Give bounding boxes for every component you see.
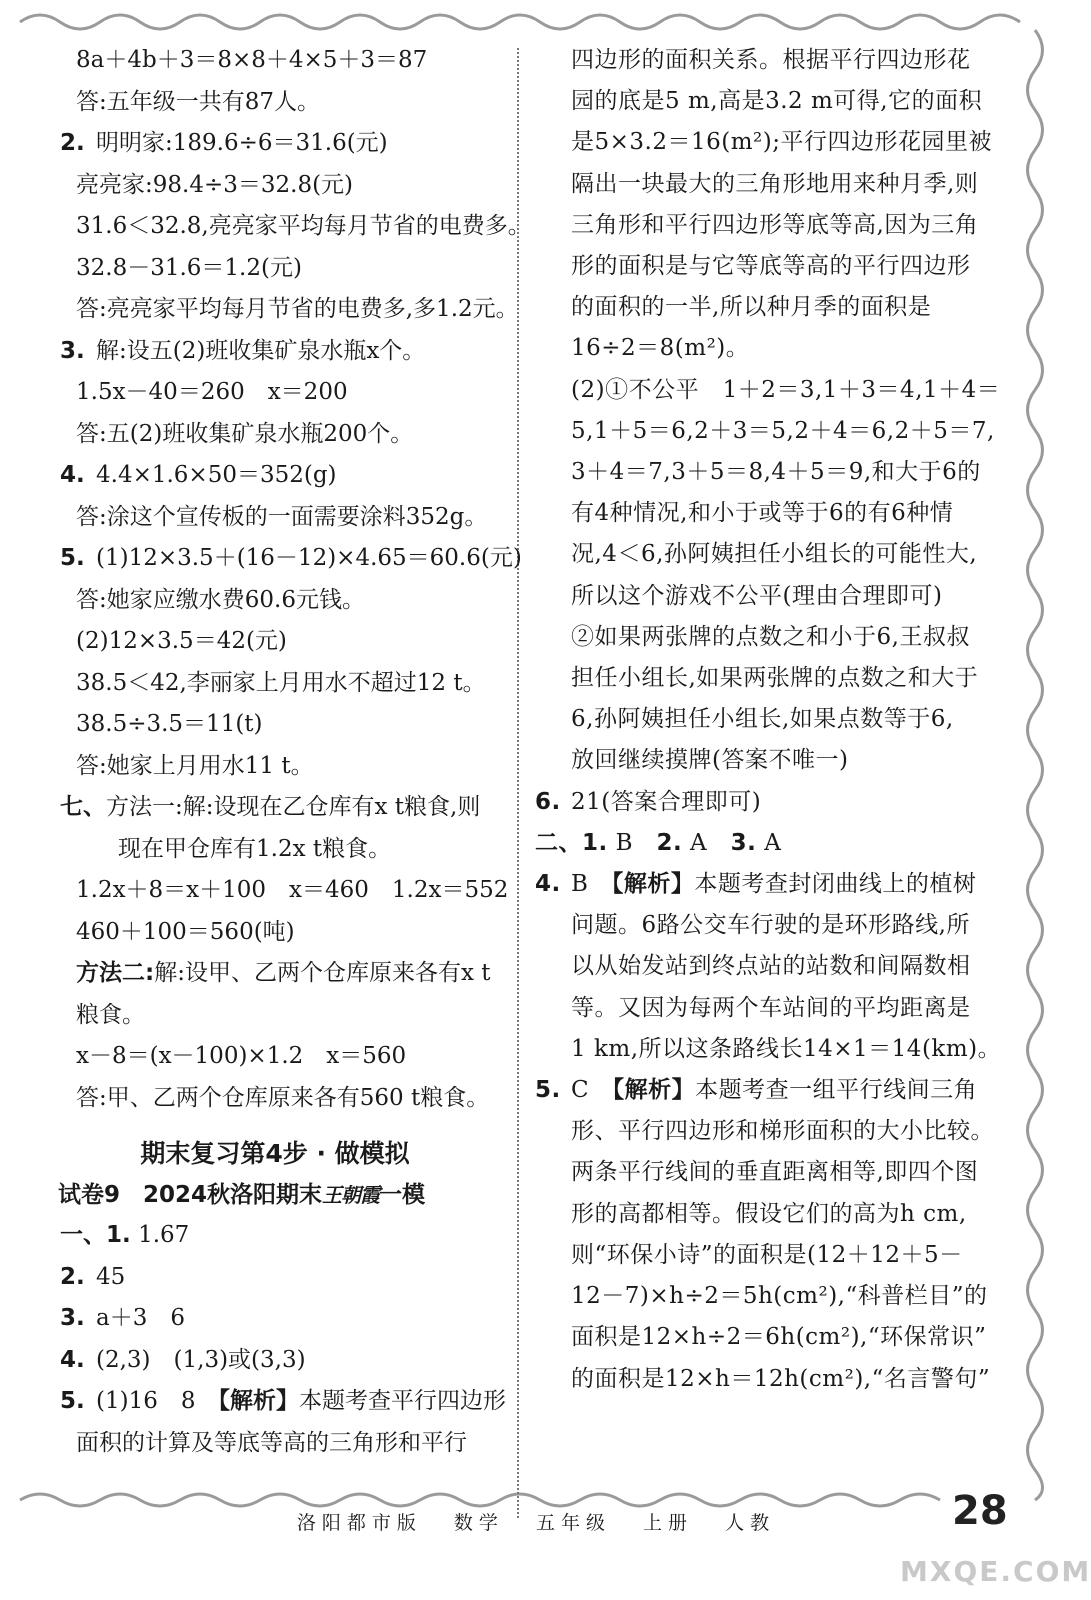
- answer-line: 是5×3.2＝16(m²);平行四边形花园里被: [571, 129, 992, 156]
- answer-line: (2)12×3.5＝42(元): [76, 628, 287, 654]
- answer-line: ②如果两张牌的点数之和小于6,王叔叔: [571, 623, 970, 650]
- answer-line: 所以这个游戏不公平(理由合理即可): [571, 582, 943, 609]
- answer-line: 5,1＋5＝6,2＋3＝5,2＋4＝6,2＋5＝7,: [571, 417, 995, 444]
- answer-line: 16÷2＝8(m²)。: [571, 335, 750, 362]
- answer-line: 四边形的面积关系。根据平行四边形花: [571, 47, 971, 73]
- answer-line: 31.6＜32.8,亮亮家平均每月节省的电费多。: [76, 213, 531, 239]
- part2-answers: 二、1. B 2. A 3. A: [535, 829, 782, 856]
- answer-line: 38.5÷3.5＝11(t): [76, 711, 263, 737]
- analysis-continued: [535, 40, 1001, 782]
- analysis-tag: 【解析】: [612, 1077, 696, 1104]
- answer-line: 答:亮亮家平均每月节省的电费多,多1.2元。: [76, 296, 519, 322]
- answer-line: 答:五(2)班收集矿泉水瓶200个。: [76, 420, 414, 447]
- answer-line: 答:她家应缴水费60.6元钱。: [76, 586, 365, 613]
- part1-item: 5. (1)16 8 【解析】本题考查平行四边形: [60, 1388, 506, 1414]
- question-7: 七、方法一:解:设现在乙仓库有x t粮食,则: [60, 794, 481, 820]
- answer-line: 形、平行四边形和梯形面积的大小比较。: [571, 1118, 994, 1145]
- column-divider: [517, 48, 519, 1518]
- answer-line: 答:五年级一共有87人。: [76, 88, 321, 115]
- answer-line: 放回继续摸牌(答案不唯一): [571, 747, 849, 774]
- page-footer: [0, 1508, 1072, 1548]
- answer-line: 担任小组长,如果两张牌的点数之和大于: [571, 665, 979, 692]
- answer-line: 面积是12×h÷2＝6h(cm²),“环保常识”: [571, 1324, 987, 1351]
- answer-line: 答:甲、乙两个仓库原来各有560 t粮食。: [76, 1084, 490, 1111]
- answer-line: 问题。6路公交车行驶的是环形路线,所: [571, 912, 970, 939]
- answer-line: 粮食。: [76, 1001, 145, 1028]
- answer-line: 面积的计算及等底等高的三角形和平行: [76, 1429, 467, 1456]
- question-5-analysis: 5. C 【解析】本题考查一组平行线间三角: [535, 1077, 978, 1104]
- part1-item: 2. 45: [60, 1263, 126, 1290]
- answer-line: 园的底是5 m,高是3.2 m可得,它的面积: [571, 88, 983, 115]
- question-number: 七、: [60, 794, 106, 820]
- question-6: 6. 21(答案合理即可): [535, 788, 762, 815]
- question-2: 2. 明明家:189.6÷6＝31.6(元): [40, 123, 510, 165]
- footer-publisher: 人教: [725, 1512, 776, 1534]
- answer-line: 亮亮家:98.4÷3＝32.8(元): [76, 171, 354, 198]
- answer-line: 况,4＜6,孙阿姨担任小组长的可能性大,: [571, 541, 978, 568]
- answer-line: 3＋4＝7,3＋5＝8,4＋5＝9,和大于6的: [571, 459, 981, 486]
- answer-line: 12－7)×h÷2＝5h(cm²),“科普栏目”的: [571, 1283, 988, 1310]
- answer-line: 现在甲仓库有1.2x t粮食。: [118, 835, 392, 862]
- question-4: 4. 4.4×1.6×50＝352(g): [40, 455, 510, 497]
- answer-line: 隔出一块最大的三角形地用来种月季,则: [571, 170, 979, 197]
- footer-grade: 五年级: [535, 1512, 611, 1534]
- answer-line: (2)①不公平 1＋2＝3,1＋3＝4,1＋4＝: [571, 376, 1001, 403]
- analysis-tag: 【解析】: [218, 1388, 299, 1414]
- paper-title: 试卷9 2024秋洛阳期末王朝霞一模: [58, 1182, 426, 1208]
- right-column: [535, 40, 1002, 1400]
- answer-line: x－8＝(x－100)×1.2 x＝560: [76, 1043, 407, 1069]
- answer-line: 形的面积是与它等底等高的平行四边形: [571, 253, 971, 280]
- footer-edition: 洛阳都市版: [296, 1512, 422, 1534]
- analysis-tag: 【解析】: [611, 871, 695, 898]
- answer-line: 等。又因为每两个车站间的平均距离是: [571, 994, 971, 1021]
- answer-line: 答:涂这个宣传板的一面需要涂料352g。: [76, 503, 488, 530]
- question-3: 3. 解:设五(2)班收集矿泉水瓶x个。: [40, 331, 510, 373]
- answer-line: 形的高都相等。假设它们的高为h cm,: [571, 1200, 967, 1227]
- answer-line: 两条平行线间的垂直距离相等,即四个图: [571, 1159, 979, 1186]
- watermark-logo: MXQE.COM: [900, 1555, 1091, 1588]
- footer-term: 上册: [643, 1512, 694, 1534]
- answer-line: 6,孙阿姨担任小组长,如果点数等于6,: [571, 706, 954, 733]
- question-number: 2.: [60, 130, 85, 156]
- answer-line: 38.5＜42,李丽家上月用水不超过12 t。: [76, 669, 486, 696]
- answer-line: 32.8－31.6＝1.2(元): [76, 254, 302, 281]
- method-two: 方法二:解:设甲、乙两个仓库原来各有x t: [76, 960, 491, 986]
- signature-logo: 王朝霞: [322, 1183, 380, 1207]
- answer-line: 有4种情况,和小于或等于6的有6种情: [571, 500, 954, 527]
- question-number: 4.: [60, 462, 85, 488]
- footer-subject: 数学: [453, 1512, 504, 1534]
- part1-item: 4. (2,3) (1,3)或(3,3): [60, 1346, 306, 1373]
- page-number: 28: [952, 1488, 1008, 1534]
- answer-line: 1.2x＋8＝x＋100 x＝460 1.2x＝552: [76, 877, 509, 903]
- answer-line: 的面积的一半,所以种月季的面积是: [571, 294, 932, 321]
- answer-line: 8a＋4b＋3＝8×8＋4×5＋3＝87: [76, 47, 428, 73]
- section-title: 期末复习第4步 · 做模拟: [140, 1139, 410, 1168]
- method-label: 方法二:: [76, 960, 155, 986]
- answer-line: 1.5x－40＝260 x＝200: [76, 379, 348, 405]
- answer-line: 的面积是12×h＝12h(cm²),“名言警句”: [571, 1365, 991, 1392]
- question-5: 5. (1)12×3.5＋(16－12)×4.65＝60.6(元): [40, 538, 510, 580]
- answer-line: 以从始发站到终点站的站数和间隔数相: [571, 953, 971, 980]
- question-4-analysis: 4. B 【解析】本题考查封闭曲线上的植树: [535, 871, 977, 898]
- answer-line: 则“环保小诗”的面积是(12＋12＋5－: [571, 1241, 963, 1268]
- answer-line: 460＋100＝560(吨): [76, 918, 295, 945]
- part1-item: 一、1. 1.67: [60, 1222, 190, 1248]
- answer-line: 三角形和平行四边形等底等高,因为三角: [571, 211, 979, 238]
- question-number: 5.: [60, 545, 85, 571]
- part1-item: 3. a＋3 6: [60, 1305, 185, 1331]
- answer-line: 答:她家上月用水11 t。: [76, 752, 314, 779]
- question-number: 3.: [60, 337, 85, 364]
- left-column: [40, 40, 531, 1464]
- answer-line: 1 km,所以这条路线长14×1＝14(km)。: [571, 1035, 1002, 1062]
